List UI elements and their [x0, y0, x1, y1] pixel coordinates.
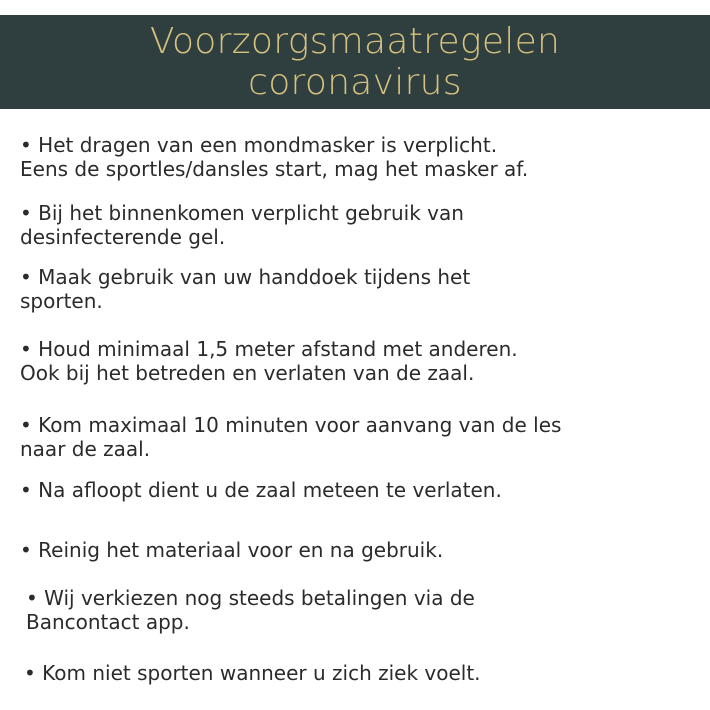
- rule-sick: [24, 661, 481, 685]
- rule-text: Ook bij het betreden en verlaten van de zaal.: [20, 361, 475, 385]
- rule-text: • Wij verkiezen nog steeds betalingen via de: [26, 586, 475, 610]
- rule-text: • Na afloopt dient u de zaal meteen te verlaten.: [20, 478, 502, 502]
- rule-towel: [20, 265, 470, 313]
- rule-text: • Het dragen van een mondmasker is verplicht.: [20, 133, 498, 157]
- rule-gel: [20, 201, 464, 249]
- rule-text: • Houd minimaal 1,5 meter afstand met anderen.: [20, 337, 518, 361]
- rule-arrival: [20, 413, 561, 461]
- rule-text: desinfecterende gel.: [20, 225, 226, 249]
- rule-text: • Maak gebruik van uw handdoek tijdens het: [20, 265, 471, 289]
- rule-distance: [20, 337, 518, 385]
- title-line-1: Voorzorgsmaatregelen: [149, 21, 561, 62]
- rule-text: • Reinig het materiaal voor en na gebruik.: [20, 538, 444, 562]
- rule-text: Bancontact app.: [26, 610, 190, 634]
- title-line-2: coronavirus: [248, 62, 462, 103]
- rule-text: • Kom niet sporten wanneer u zich ziek voelt.: [24, 661, 481, 685]
- title-banner: [0, 15, 710, 109]
- rule-text: sporten.: [20, 289, 103, 313]
- rule-text: Eens de sportles/dansles start, mag het masker af.: [20, 157, 529, 181]
- rule-payment: [26, 586, 475, 634]
- rule-text: • Kom maximaal 10 minuten voor aanvang van de les: [20, 413, 562, 437]
- rule-text: • Bij het binnenkomen verplicht gebruik van: [20, 201, 464, 225]
- rule-mask: [20, 133, 528, 181]
- rule-clean: [20, 538, 443, 562]
- rule-leave: [20, 478, 502, 502]
- rule-text: naar de zaal.: [20, 437, 151, 461]
